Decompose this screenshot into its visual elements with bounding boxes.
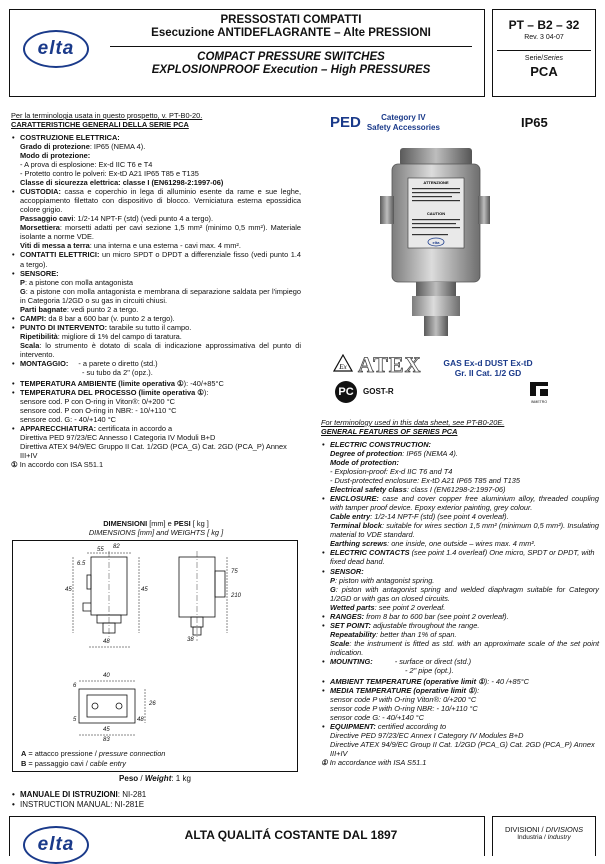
- company-logo: [23, 30, 89, 68]
- side-cable-entry: [215, 571, 225, 597]
- ped-label: PED: [330, 113, 361, 131]
- it-contatti: • CONTATTI ELETTRICI: un micro SPDT o DPDT a differenziale fisso (vedi punto 1.4 a tergo).: [11, 250, 301, 268]
- note-1-icon: ①: [11, 460, 18, 470]
- device-label-brand: elta: [432, 240, 440, 245]
- note-1-icon: ①: [177, 378, 184, 388]
- gas-dust-rating: GAS Ex-d DUST Ex-tD Gr. II Cat. 1/2 GD: [443, 358, 533, 378]
- it-sensore: • SENSORE: P: a pistone con molla antagonista G: a pistone con molla antagonista e membrana di separazione saldata per l'impiego in Categoria 1/2GD o su gas in circuiti chiusi. Parti bagnate: vedi punto 2 a tergo.: [11, 269, 301, 314]
- header-right-box: [492, 9, 596, 97]
- title-en-2: EXPLOSIONPROOF Execution – High PRESSURES: [151, 64, 431, 76]
- ped-safety: Safety Accessories: [366, 123, 440, 132]
- dim-5: 5: [73, 717, 77, 723]
- dim-26: 26: [149, 701, 156, 707]
- it-costruzione: • COSTRUZIONE ELETTRICA: Grado di protezione: IP65 (NEMA 4). Modo di protezione: - A prova di esplosione: Ex-d IIC T6 e T4 - Protetto contro le polveri: Ex-tD A21 IP65 T85 e T135 Classe di sicurezza elettrica: classe I (EN61298-2:1997-06): [11, 133, 301, 187]
- note-1-icon: ①: [321, 758, 328, 768]
- inmetro-logo: INMETRO: [528, 380, 550, 404]
- dim-6: 6: [73, 683, 77, 689]
- en-ambient-temp: • AMBIENT TEMPERATURE (operative limit ①): - 40 /+85°C: [321, 677, 599, 686]
- header-titles: [110, 14, 472, 77]
- device-label-attenzione: ATTENZIONE: [423, 180, 449, 185]
- en-sensor: • SENSOR: P: piston with antagonist spring. G: piston with antagonist spring and welded diaphragm suitable for Category 1/2GD or with gas on closed circuits. Wetted parts: see point 2 overleaf.: [321, 567, 599, 612]
- legend-b: B = passaggio cavi / cable entry: [21, 759, 126, 768]
- en-enclosure: • ENCLOSURE: case and cover copper free aluminium alloy, threaded coupling with tamper proof device. Epoxy exterior painting, grey colour. Cable entry: 1/2-14 NPT-F (std) (see point 4 overleaf). Terminal block: suitable for wires section 1,5 mm² (minimum 0,5 mm²). Insulating material to VDE standard. Earthing screws: one inside, one outside – wires max. 4 mm².: [321, 494, 599, 548]
- it-temp-processo: • TEMPERATURA DEL PROCESSO (limite operativa ①): sensore cod. P con O-ring in Viton®: 0/+200 °C sensore cod. P con O-ring in NBR: - 10/+110 °C sensore cod. G: - 40/+140 °C: [11, 388, 301, 424]
- serie-value: PCA: [530, 63, 558, 79]
- note-1-icon: ①: [478, 676, 485, 686]
- note-1-icon: ①: [467, 685, 475, 695]
- it-montaggio: • MONTAGGIO: - a parete o diretto (std.) - su tubo da 2" (opz.).: [11, 359, 301, 377]
- ped-category: Category IV: [381, 113, 426, 122]
- italian-section: [11, 111, 301, 469]
- dimensions-title: DIMENSIONI [mm] e PESI [ kg ] DIMENSIONS [mm] and WEIGHTS [ kg ]: [88, 519, 224, 538]
- en-equipment: • EQUIPMENT: certified according to Directive PED 97/23/EC Annex I Category IV Modules B+D Directive ATEX 94/9/EC Group II Cat. 1/2GD (PCA_G) Cat. 2GD (PCA_P) Annex III+IV: [321, 722, 599, 758]
- weight: Peso / Weight: 1 kg: [119, 774, 191, 783]
- title-en-1: COMPACT PRESSURE SWITCHES: [197, 51, 385, 63]
- en-ranges: • RANGES: from 8 bar to 600 bar (see point 2 overleaf).: [321, 612, 599, 621]
- doc-code: PT – B2 – 32: [508, 18, 580, 32]
- title-it-1: PRESSOSTATI COMPATTI: [220, 14, 362, 26]
- dimension-drawing: [13, 541, 297, 771]
- doc-rev: Rev. 3 04-07: [524, 33, 564, 41]
- gost-icon: PC: [335, 381, 357, 403]
- device-label-caution: CAUTION: [426, 211, 446, 216]
- ped-block: [330, 113, 480, 133]
- dim-48b: 48: [137, 717, 144, 723]
- it-isa-note: ① In accordo con ISA S51.1: [11, 460, 104, 470]
- it-temp-ambiente: • TEMPERATURA AMBIENTE (limite operativa ①): -40/+85°C: [11, 379, 301, 388]
- dimensions-box: [12, 540, 298, 772]
- dim-45b: 45: [141, 587, 148, 593]
- it-custodia: • CUSTODIA: cassa e coperchio in lega di alluminio esente da rame e sue leghe, accoppiamento filettato con dispositivo di blocco. Verniciatura esterna epossidica colore grigio. Passaggio cavi: 1/2-14 NPT-F (std) (vedi punto 4 a tergo). Morsettiera: morsetti adatti per cavi sezione 1,5 mm² (minimo 0,5 mm²). Materiale isolante a norme VDE. Viti di messa a terra: una interna e una esterna - cavi max. 4 mm².: [11, 187, 301, 250]
- en-isa-note: ① In accordance with ISA S51.1: [321, 758, 427, 768]
- legend-a: A = attacco pressione / pressure connection: [21, 749, 166, 758]
- logo-text: elta: [37, 38, 75, 60]
- it-intro: Per la terminologia usata in questo prospetto, v. PT-B0-20.: [11, 111, 203, 120]
- dim-40: 40: [103, 673, 110, 679]
- front-tab: [83, 603, 91, 611]
- english-section: [321, 418, 599, 767]
- en-setpoint: • SET POINT: adjustable throughout the range. Repeatability: better than 1% of span. Scale: the instrument is fitted as std. with an approximate scale of the set point indication.: [321, 621, 599, 657]
- dim-83: 83: [103, 737, 110, 743]
- footer-right-box: DIVISIONI / DIVISIONS Industria / Industry: [492, 816, 596, 856]
- atex-logo: ATEX: [358, 352, 422, 377]
- it-heading: CARATTERISTICHE GENERALI DELLA SERIE PCA: [11, 120, 189, 130]
- dim-6-5: 6.5: [77, 561, 86, 567]
- title-it-2: Esecuzione ANTIDEFLAGRANTE – Alte PRESSIONI: [151, 27, 431, 39]
- it-punto: • PUNTO DI INTERVENTO: tarabile su tutto il campo. Ripetibilità: migliore di 1% del campo di taratura. Scala: lo strumento è dotato di scala di indicazione approssimativa del punto di intervento.: [11, 323, 301, 359]
- ex-mark-icon: [333, 354, 353, 372]
- ip-rating: IP65: [521, 115, 548, 130]
- en-intro: For terminology used in this data sheet, see PT-B0-20E.: [321, 418, 505, 427]
- en-media-temp: • MEDIA TEMPERATURE (operative limit ①): sensor code P with O-ring Viton®: 0/+200 °C sensor code P with O-ring NBR: - 10/+110 °C sensor code G: - 40/+140 °C: [321, 686, 599, 722]
- it-campi: • CAMPI: da 8 bar a 600 bar (v. punto 2 a tergo).: [11, 314, 301, 323]
- bottom-plate: [79, 689, 135, 723]
- manuals: • MANUALE DI ISTRUZIONI: NI-281 • INSTRUCTION MANUAL: NI-281E: [11, 790, 301, 810]
- ex-symbol: Ex: [339, 363, 347, 371]
- dim-75: 75: [231, 569, 238, 575]
- dim-38: 38: [187, 637, 194, 643]
- pressure-switch-photo: [380, 144, 490, 340]
- note-1-icon: ①: [197, 387, 204, 397]
- serie-label: Serie/Series: [524, 55, 564, 63]
- dim-82: 82: [113, 544, 120, 550]
- dim-45c: 45: [103, 727, 110, 733]
- gost-logo: PC GOST-R: [335, 381, 394, 403]
- dim-210: 210: [231, 593, 242, 599]
- footer-logo: elta: [23, 826, 89, 864]
- en-contacts: • ELECTRIC CONTACTS (see point 1.4 overleaf) One micro, SPDT or DPDT, with fixed dead band.: [321, 548, 599, 566]
- en-electric: • ELECTRIC CONSTRUCTION: Degree of protection: IP65 (NEMA 4). Mode of protection: - Explosion-proof: Ex-d IIC T6 and T4 - Dust-protected enclosure: Ex-tD A21 IP65 T85 and T135 Electrical safety class: class I (EN61298-2:1997-06): [321, 440, 599, 494]
- footer-slogan: ALTA QUALITÁ COSTANTE DAL 1897: [184, 828, 398, 842]
- en-heading: GENERAL FEATURES OF SERIES PCA: [321, 427, 458, 437]
- dim-48: 48: [103, 639, 110, 645]
- dim-45a: 45: [65, 587, 72, 593]
- it-apparecchiatura: • APPARECCHIATURA: certificata in accordo a Direttiva PED 97/23/EC Annesso I Categoria IV Moduli B+D Direttiva ATEX 94/9/EC Gruppo II Cat. 1/2GD (PCA_G) Cat. 2GD (PCA_P) Annex III+IV: [11, 424, 301, 460]
- en-mounting: • MOUNTING: - surface or direct (std.) - 2" pipe (opt.).: [321, 657, 599, 675]
- dim-55: 55: [97, 547, 104, 553]
